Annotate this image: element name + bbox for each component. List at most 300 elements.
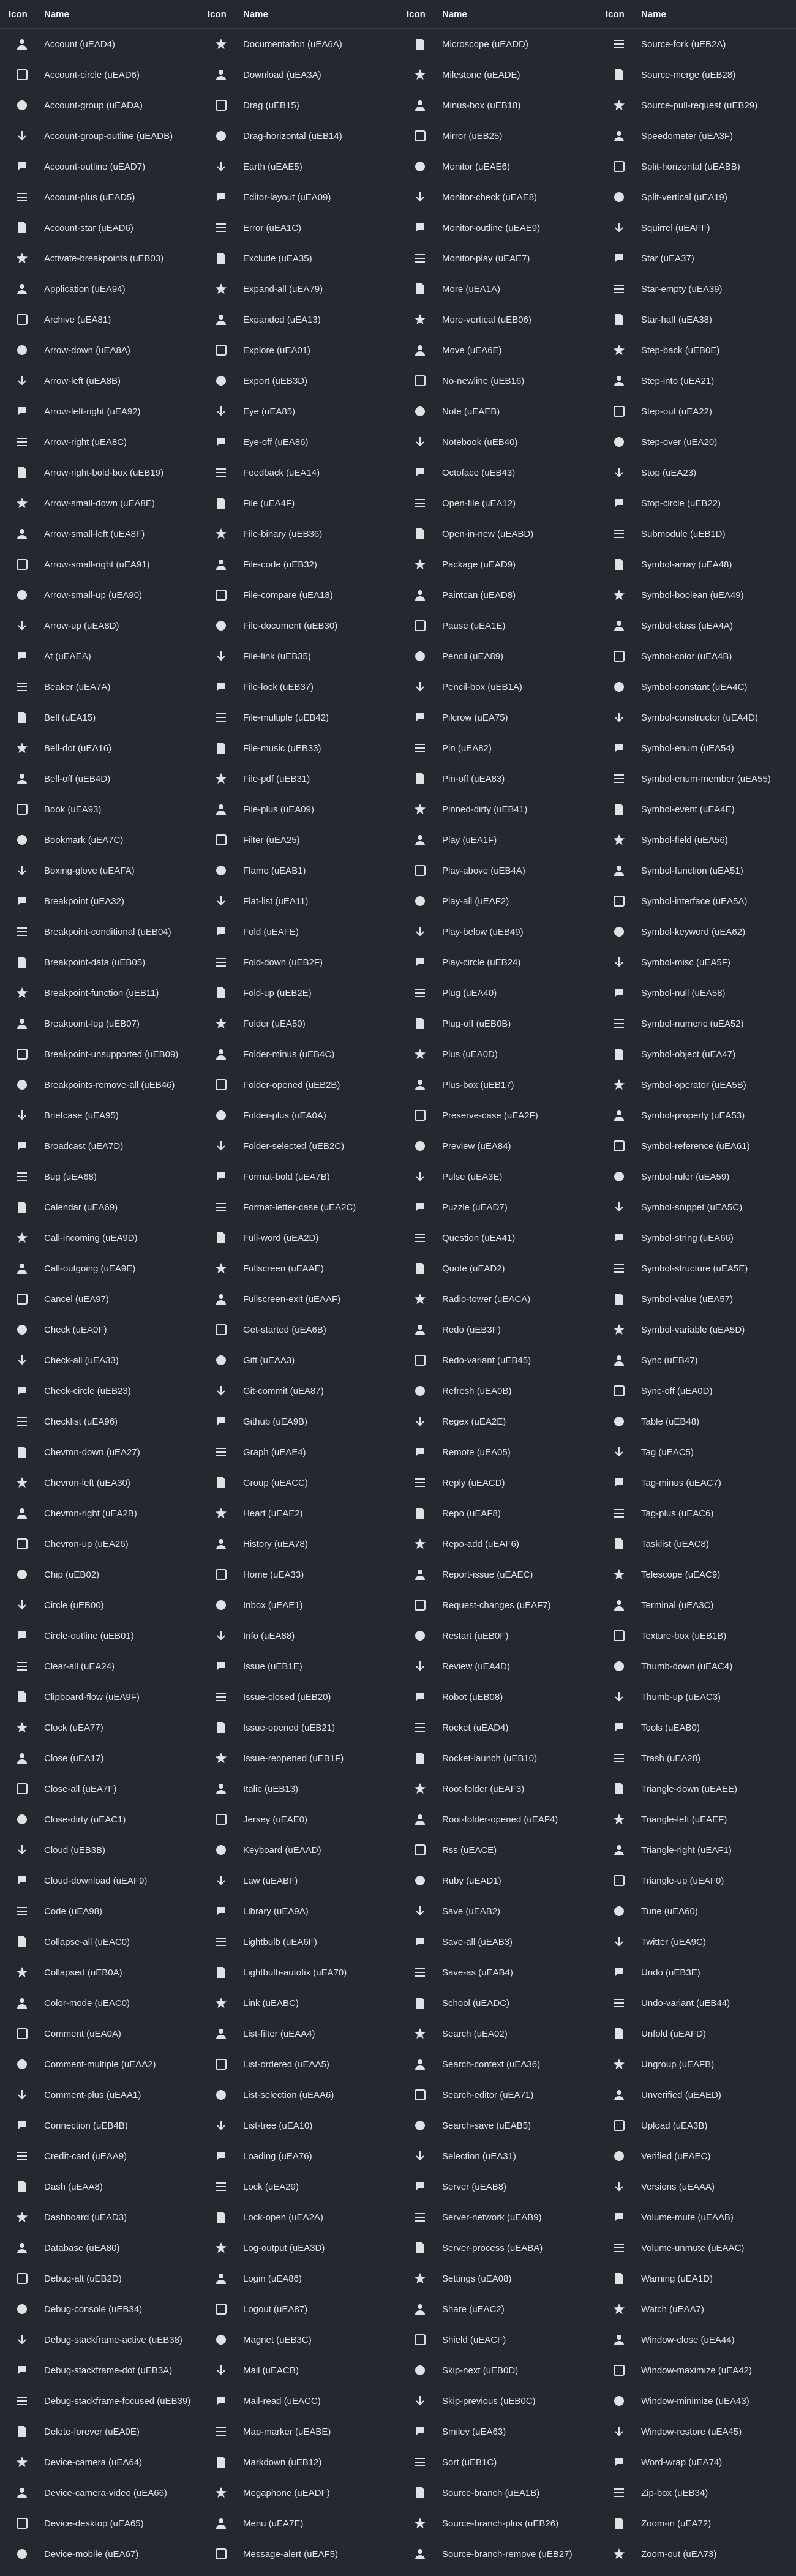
table-row bbox=[398, 335, 597, 365]
table-row bbox=[199, 1345, 398, 1376]
icon-name: Redo-variant (uEB45) bbox=[442, 1355, 531, 1366]
table-row bbox=[597, 2355, 796, 2386]
icon-name: Folder (uEA50) bbox=[243, 1018, 306, 1029]
icon-name: Pulse (uEA3E) bbox=[442, 1171, 503, 1182]
paintcan-icon bbox=[398, 580, 442, 610]
icon-name: Filter (uEA25) bbox=[243, 834, 300, 845]
icon-name: Pencil (uEA89) bbox=[442, 651, 504, 662]
eye-off-icon bbox=[199, 427, 243, 457]
filter-icon bbox=[199, 825, 243, 855]
window-restore-icon bbox=[597, 2416, 641, 2447]
table-row bbox=[398, 1069, 597, 1100]
table-row bbox=[199, 947, 398, 978]
table-row bbox=[0, 947, 199, 978]
table-row bbox=[0, 304, 199, 335]
stop-icon bbox=[597, 457, 641, 488]
trash-icon bbox=[597, 1743, 641, 1773]
folder-plus-icon bbox=[199, 1100, 243, 1131]
icon-name: Search-editor (uEA71) bbox=[442, 2089, 534, 2100]
breakpoint-conditional-icon bbox=[0, 916, 44, 947]
icon-name: Tag-minus (uEAC7) bbox=[641, 1477, 721, 1488]
table-row bbox=[0, 2508, 199, 2539]
icon-name: Radio-tower (uEACA) bbox=[442, 1294, 531, 1305]
icon-name: Pencil-box (uEB1A) bbox=[442, 681, 522, 692]
file-document-icon bbox=[199, 610, 243, 641]
table-row bbox=[199, 1926, 398, 1957]
icon-name: List-tree (uEA10) bbox=[243, 2120, 313, 2131]
application-icon bbox=[0, 274, 44, 304]
table-row bbox=[597, 304, 796, 335]
move-icon bbox=[398, 335, 442, 365]
icon-name: List-selection (uEAA6) bbox=[243, 2089, 334, 2100]
icon-column-4 bbox=[597, 0, 796, 2569]
drag-horizontal-icon bbox=[199, 121, 243, 151]
arrow-left-right-icon bbox=[0, 396, 44, 427]
icon-name: Activate-breakpoints (uEB03) bbox=[44, 253, 164, 264]
lock-icon bbox=[199, 2171, 243, 2202]
table-row bbox=[597, 1957, 796, 1988]
server-icon bbox=[398, 2171, 442, 2202]
table-row bbox=[597, 1620, 796, 1651]
icon-name: Message-alert (uEAF5) bbox=[243, 2548, 339, 2559]
icon-name: Arrow-small-down (uEA8E) bbox=[44, 498, 155, 509]
icon-name: Mail (uEACB) bbox=[243, 2365, 299, 2376]
icon-name: Unverified (uEAED) bbox=[641, 2089, 721, 2100]
report-issue-icon bbox=[398, 1559, 442, 1590]
table-row bbox=[597, 1712, 796, 1743]
icon-name: Plus-box (uEB17) bbox=[442, 1079, 514, 1090]
save-all-icon bbox=[398, 1926, 442, 1957]
icon-name: Cancel (uEA97) bbox=[44, 1294, 109, 1305]
folder-icon bbox=[199, 1008, 243, 1039]
table-row bbox=[199, 457, 398, 488]
close-icon bbox=[0, 1743, 44, 1773]
icon-name: Color-mode (uEAC0) bbox=[44, 1998, 130, 2009]
table-row bbox=[199, 335, 398, 365]
markdown-icon bbox=[199, 2447, 243, 2477]
table-row bbox=[398, 549, 597, 580]
repo-add-icon bbox=[398, 1529, 442, 1559]
table-row bbox=[398, 2049, 597, 2080]
table-row bbox=[398, 1192, 597, 1222]
heart-icon bbox=[199, 1498, 243, 1529]
plus-box-icon bbox=[398, 1069, 442, 1100]
source-branch-plus-icon bbox=[398, 2508, 442, 2539]
table-row bbox=[199, 978, 398, 1008]
table-row bbox=[0, 1192, 199, 1222]
icon-name: Drag (uEB15) bbox=[243, 100, 299, 111]
icon-name: Debug-stackframe-dot (uEB3A) bbox=[44, 2365, 173, 2376]
table-row bbox=[0, 1712, 199, 1743]
table-row bbox=[199, 1253, 398, 1284]
debug-stackframe-active-icon bbox=[0, 2324, 44, 2355]
arrow-left-icon bbox=[0, 365, 44, 396]
icon-name: Search-save (uEAB5) bbox=[442, 2120, 531, 2131]
flat-list-icon bbox=[199, 886, 243, 916]
table-row bbox=[199, 2508, 398, 2539]
table-row bbox=[199, 1620, 398, 1651]
telescope-icon bbox=[597, 1559, 641, 1590]
icon-name: Save (uEAB2) bbox=[442, 1906, 501, 1917]
log-output-icon bbox=[199, 2233, 243, 2263]
icon-name: Step-over (uEA20) bbox=[641, 436, 718, 447]
table-row bbox=[398, 1314, 597, 1345]
icon-name: Submodule (uEB1D) bbox=[641, 528, 726, 539]
icon-name: Symbol-boolean (uEA49) bbox=[641, 590, 744, 601]
table-row bbox=[398, 610, 597, 641]
volume-mute-icon bbox=[597, 2202, 641, 2233]
monitor-play-icon bbox=[398, 243, 442, 274]
icon-name: Review (uEA4D) bbox=[442, 1661, 510, 1672]
regex-icon bbox=[398, 1406, 442, 1437]
table-row bbox=[199, 2171, 398, 2202]
icon-name: Symbol-event (uEA4E) bbox=[641, 804, 735, 815]
table-row bbox=[597, 1222, 796, 1253]
arrow-small-up-icon bbox=[0, 580, 44, 610]
icon-name: Eye-off (uEA86) bbox=[243, 436, 309, 447]
source-pull-request-icon bbox=[597, 90, 641, 121]
icon-name: Microscope (uEADD) bbox=[442, 39, 528, 50]
icon-column-header: Icon bbox=[208, 9, 227, 20]
icon-name: File-link (uEB35) bbox=[243, 651, 311, 662]
icon-name: Step-into (uEA21) bbox=[641, 375, 715, 386]
icon-name: Pin-off (uEA83) bbox=[442, 773, 505, 784]
table-row bbox=[0, 1437, 199, 1467]
icon-name: Issue-closed (uEB20) bbox=[243, 1691, 331, 1702]
table-row bbox=[398, 2508, 597, 2539]
table-row bbox=[0, 2233, 199, 2263]
icon-name: Account-group (uEADA) bbox=[44, 100, 143, 111]
icon-name: Arrow-small-up (uEA90) bbox=[44, 590, 143, 601]
table-row bbox=[398, 2477, 597, 2508]
icon-name: Lock (uEA29) bbox=[243, 2181, 299, 2192]
icon-name: Window-minimize (uEA43) bbox=[641, 2395, 749, 2406]
milestone-icon bbox=[398, 59, 442, 90]
redo-variant-icon bbox=[398, 1345, 442, 1376]
icon-name: Plug-off (uEB0B) bbox=[442, 1018, 511, 1029]
file-compare-icon bbox=[199, 580, 243, 610]
icon-name: Close (uEA17) bbox=[44, 1753, 104, 1764]
table-row bbox=[199, 182, 398, 212]
icon-name: Source-branch-plus (uEB26) bbox=[442, 2518, 559, 2529]
table-row bbox=[597, 947, 796, 978]
table-row bbox=[597, 1926, 796, 1957]
more-vertical-icon bbox=[398, 304, 442, 335]
table-row bbox=[0, 396, 199, 427]
icon-name: Lightbulb (uEA6F) bbox=[243, 1936, 317, 1947]
table-row bbox=[199, 2477, 398, 2508]
table-row bbox=[0, 1039, 199, 1069]
icon-name: Refresh (uEA0B) bbox=[442, 1385, 512, 1396]
symbol-reference-icon bbox=[597, 1131, 641, 1161]
icon-name: Arrow-left-right (uEA92) bbox=[44, 406, 141, 417]
table-row bbox=[597, 2539, 796, 2569]
table-row bbox=[398, 916, 597, 947]
icon-name: Account-outline (uEAD7) bbox=[44, 161, 146, 172]
table-icon bbox=[597, 1406, 641, 1437]
table-row bbox=[199, 2141, 398, 2171]
table-row bbox=[0, 2539, 199, 2569]
history-icon bbox=[199, 1529, 243, 1559]
table-row bbox=[398, 90, 597, 121]
plus-icon bbox=[398, 1039, 442, 1069]
table-row bbox=[199, 2324, 398, 2355]
icon-name: Move (uEA6E) bbox=[442, 345, 502, 356]
table-row bbox=[597, 2141, 796, 2171]
table-row bbox=[597, 1069, 796, 1100]
table-row bbox=[199, 2294, 398, 2324]
table-row bbox=[398, 825, 597, 855]
search-save-icon bbox=[398, 2110, 442, 2141]
icon-name: Request-changes (uEAF7) bbox=[442, 1600, 551, 1611]
table-row bbox=[597, 243, 796, 274]
table-row bbox=[0, 1804, 199, 1835]
icon-name: Redo (uEB3F) bbox=[442, 1324, 501, 1335]
table-row bbox=[199, 1804, 398, 1835]
icon-name: Step-back (uEB0E) bbox=[641, 345, 720, 356]
table-row bbox=[398, 1345, 597, 1376]
icon-column-3 bbox=[398, 0, 597, 2569]
table-row bbox=[199, 794, 398, 825]
table-row bbox=[0, 1559, 199, 1590]
account-circle-icon bbox=[0, 59, 44, 90]
table-row bbox=[597, 212, 796, 243]
table-row bbox=[0, 1314, 199, 1345]
table-row bbox=[398, 121, 597, 151]
icon-name: Map-marker (uEABE) bbox=[243, 2426, 331, 2437]
table-row bbox=[199, 151, 398, 182]
icon-name: Bell (uEA15) bbox=[44, 712, 96, 723]
table-row bbox=[398, 886, 597, 916]
icon-name: Volume-unmute (uEAAC) bbox=[641, 2242, 745, 2253]
table-row bbox=[597, 274, 796, 304]
breakpoint-function-icon bbox=[0, 978, 44, 1008]
question-icon bbox=[398, 1222, 442, 1253]
icon-name: Play (uEA1F) bbox=[442, 834, 497, 845]
table-row bbox=[199, 59, 398, 90]
table-row bbox=[398, 304, 597, 335]
save-icon bbox=[398, 1896, 442, 1926]
table-row bbox=[0, 29, 199, 59]
editor-layout-icon bbox=[199, 182, 243, 212]
notebook-icon bbox=[398, 427, 442, 457]
table-row bbox=[0, 916, 199, 947]
icon-name: File (uEA4F) bbox=[243, 498, 295, 509]
table-row bbox=[199, 1682, 398, 1712]
icon-name: Error (uEA1C) bbox=[243, 222, 302, 233]
table-row bbox=[597, 2233, 796, 2263]
icon-name: Sync (uEB47) bbox=[641, 1355, 698, 1366]
icon-name: Arrow-right-bold-box (uEB19) bbox=[44, 467, 164, 478]
connection-icon bbox=[0, 2110, 44, 2141]
table-row bbox=[597, 488, 796, 519]
rss-icon bbox=[398, 1835, 442, 1865]
play-circle-icon bbox=[398, 947, 442, 978]
folder-minus-icon bbox=[199, 1039, 243, 1069]
icon-name: Tag-plus (uEAC6) bbox=[641, 1508, 714, 1519]
table-row bbox=[199, 886, 398, 916]
skip-next-icon bbox=[398, 2355, 442, 2386]
icon-name: Dash (uEAA8) bbox=[44, 2181, 103, 2192]
table-row bbox=[398, 1988, 597, 2018]
source-merge-icon bbox=[597, 59, 641, 90]
icon-name: Mail-read (uEACC) bbox=[243, 2395, 321, 2406]
skip-previous-icon bbox=[398, 2386, 442, 2416]
icon-name: Symbol-misc (uEA5F) bbox=[641, 957, 730, 968]
icon-name: Symbol-structure (uEA5E) bbox=[641, 1263, 748, 1274]
table-row bbox=[597, 733, 796, 763]
icon-name: Word-wrap (uEA74) bbox=[641, 2457, 723, 2468]
icon-name: Monitor (uEAE6) bbox=[442, 161, 510, 172]
table-row bbox=[398, 1498, 597, 1529]
table-row bbox=[0, 488, 199, 519]
table-row bbox=[597, 1253, 796, 1284]
icon-name: Smiley (uEA63) bbox=[442, 2426, 506, 2437]
rocket-icon bbox=[398, 1712, 442, 1743]
icon-name: Menu (uEA7E) bbox=[243, 2518, 304, 2529]
icon-name: Comment (uEA0A) bbox=[44, 2028, 121, 2039]
step-into-icon bbox=[597, 365, 641, 396]
issue-opened-icon bbox=[199, 1712, 243, 1743]
icon-name: Unfold (uEAFD) bbox=[641, 2028, 706, 2039]
login-icon bbox=[199, 2263, 243, 2294]
device-camera-icon bbox=[0, 2447, 44, 2477]
table-row bbox=[0, 855, 199, 886]
icon-name: File-compare (uEA18) bbox=[243, 590, 333, 601]
zoom-out-icon bbox=[597, 2539, 641, 2569]
table-row bbox=[597, 2386, 796, 2416]
table-row bbox=[398, 1559, 597, 1590]
file-binary-icon bbox=[199, 519, 243, 549]
step-over-icon bbox=[597, 427, 641, 457]
table-row bbox=[0, 1651, 199, 1682]
mirror-icon bbox=[398, 121, 442, 151]
icon-name: Triangle-left (uEAEF) bbox=[641, 1814, 727, 1825]
table-row bbox=[199, 1529, 398, 1559]
cloud-icon bbox=[0, 1835, 44, 1865]
review-icon bbox=[398, 1651, 442, 1682]
zoom-in-icon bbox=[597, 2508, 641, 2539]
restart-icon bbox=[398, 1620, 442, 1651]
icon-name: Symbol-string (uEA66) bbox=[641, 1232, 734, 1243]
lock-open-icon bbox=[199, 2202, 243, 2233]
table-row bbox=[597, 1131, 796, 1161]
table-row bbox=[0, 335, 199, 365]
table-row bbox=[597, 2018, 796, 2049]
icon-name: Cloud (uEB3B) bbox=[44, 1844, 106, 1855]
thumb-down-icon bbox=[597, 1651, 641, 1682]
table-row bbox=[398, 519, 597, 549]
server-process-icon bbox=[398, 2233, 442, 2263]
table-row bbox=[0, 1773, 199, 1804]
table-row bbox=[0, 2324, 199, 2355]
icon-name: Pause (uEA1E) bbox=[442, 620, 506, 631]
icon-name: Home (uEA33) bbox=[243, 1569, 304, 1580]
icon-name: Twitter (uEA9C) bbox=[641, 1936, 706, 1947]
dashboard-icon bbox=[0, 2202, 44, 2233]
table-row bbox=[597, 2110, 796, 2141]
icon-name: Flame (uEAB1) bbox=[243, 865, 306, 876]
icon-name: Group (uEACC) bbox=[243, 1477, 308, 1488]
icon-name: Undo (uEB3E) bbox=[641, 1967, 700, 1978]
table-row bbox=[398, 2355, 597, 2386]
rocket-launch-icon bbox=[398, 1743, 442, 1773]
table-row bbox=[597, 794, 796, 825]
symbol-string-icon bbox=[597, 1222, 641, 1253]
comment-plus-icon bbox=[0, 2080, 44, 2110]
symbol-structure-icon bbox=[597, 1253, 641, 1284]
star-half-icon bbox=[597, 304, 641, 335]
icon-name: Documentation (uEA6A) bbox=[243, 39, 342, 50]
list-filter-icon bbox=[199, 2018, 243, 2049]
bookmark-icon bbox=[0, 825, 44, 855]
table-row bbox=[199, 1284, 398, 1314]
table-row bbox=[597, 2477, 796, 2508]
twitter-icon bbox=[597, 1926, 641, 1957]
icon-name: Gift (uEAA3) bbox=[243, 1355, 295, 1366]
arrow-right-bold-box-icon bbox=[0, 457, 44, 488]
icon-name: Tools (uEAB0) bbox=[641, 1722, 700, 1733]
icon-name: Octoface (uEB43) bbox=[442, 467, 516, 478]
map-marker-icon bbox=[199, 2416, 243, 2447]
table-row bbox=[398, 2110, 597, 2141]
texture-box-icon bbox=[597, 1620, 641, 1651]
group-icon bbox=[199, 1467, 243, 1498]
icon-name: Source-pull-request (uEB29) bbox=[641, 100, 758, 111]
server-network-icon bbox=[398, 2202, 442, 2233]
sort-icon bbox=[398, 2447, 442, 2477]
table-row bbox=[597, 1529, 796, 1559]
table-row bbox=[398, 151, 597, 182]
table-row bbox=[398, 427, 597, 457]
icon-name: Arrow-small-left (uEA8F) bbox=[44, 528, 145, 539]
icon-name: Plug (uEA40) bbox=[442, 987, 497, 998]
save-as-icon bbox=[398, 1957, 442, 1988]
icon-name: Share (uEAC2) bbox=[442, 2304, 505, 2315]
icon-name: Play-above (uEB4A) bbox=[442, 865, 525, 876]
robot-icon bbox=[398, 1682, 442, 1712]
earth-icon bbox=[199, 151, 243, 182]
table-row bbox=[0, 243, 199, 274]
icon-name: Rss (uEACE) bbox=[442, 1844, 497, 1855]
symbol-numeric-icon bbox=[597, 1008, 641, 1039]
icon-name: Debug-alt (uEB2D) bbox=[44, 2273, 122, 2284]
table-row bbox=[597, 457, 796, 488]
icon-name: Export (uEB3D) bbox=[243, 375, 308, 386]
open-file-icon bbox=[398, 488, 442, 519]
table-row bbox=[398, 702, 597, 733]
icon-name: Triangle-right (uEAF1) bbox=[641, 1844, 732, 1855]
warning-icon bbox=[597, 2263, 641, 2294]
icon-name: Link (uEABC) bbox=[243, 1998, 299, 2009]
table-row bbox=[398, 1865, 597, 1896]
table-row bbox=[0, 1284, 199, 1314]
table-row bbox=[199, 243, 398, 274]
pause-icon bbox=[398, 610, 442, 641]
icon-name: File-plus (uEA09) bbox=[243, 804, 314, 815]
icon-name: Source-merge (uEB28) bbox=[641, 69, 736, 80]
icon-name: Save-as (uEAB4) bbox=[442, 1967, 513, 1978]
icon-name: Symbol-snippet (uEA5C) bbox=[641, 1202, 743, 1213]
icon-name: Star-half (uEA38) bbox=[641, 314, 712, 325]
table-row bbox=[199, 1131, 398, 1161]
play-icon bbox=[398, 825, 442, 855]
table-row bbox=[199, 2233, 398, 2263]
table-row bbox=[199, 1161, 398, 1192]
icon-name: Upload (uEA3B) bbox=[641, 2120, 708, 2131]
table-row bbox=[398, 29, 597, 59]
icon-name: Shield (uEACF) bbox=[442, 2334, 506, 2345]
